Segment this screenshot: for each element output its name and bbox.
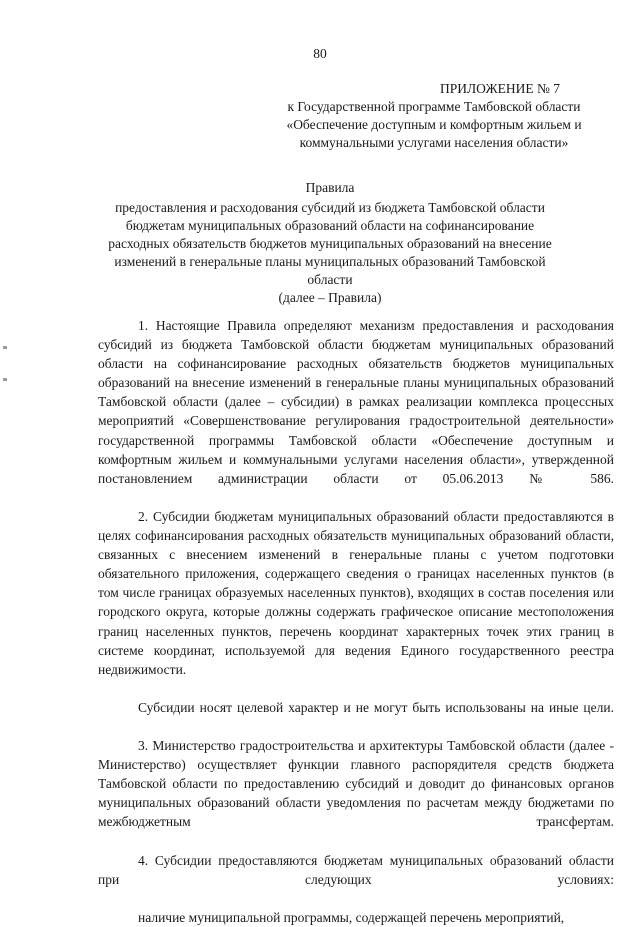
title-line: предоставления и расходования субсидий из бюджета Тамбовской области (115, 200, 545, 215)
title-line: области (307, 272, 353, 287)
document-body (98, 316, 614, 927)
document-title (100, 179, 560, 307)
paragraph-4: 4. Субсидии предоставляются бюджетам муниципальных образований области при следующих условиях: (98, 852, 614, 887)
appendix-header (254, 80, 614, 152)
paragraph-2: 2. Субсидии бюджетам муниципальных образований области предоставляются в целях софинансирования расходных обязательств муниципальных образований области, связанных с внесением изменений в генеральные планы с учетом подготовки обязательного приложения, содержащего сведения о границах населенных пунктов (в том числе границах образуемых населенных пунктов), входящих в состав поселения или городского округа, которые должны содержать графическое описание местоположения границ населенных пунктов, перечень координат характерных точек этих границ в системе координат, используемой для ведения Единого государственного реестра недвижимости. (98, 508, 614, 677)
paragraph-3: 3. Министерство градостроительства и архитектуры Тамбовской области (далее - Министерство) осуществляет функции главного распорядителя средств бюджета Тамбовской области по предоставлению субсидий и доводит до финансовых органов муниципальных образований области уведомления по расчетам между бюджетами по межбюджетным трансфертам. (98, 738, 614, 830)
appendix-line: «Обеспечение доступным и комфортным жильем и (286, 117, 582, 132)
scan-margin-mark (3, 346, 7, 349)
appendix-title: ПРИЛОЖЕНИЕ № 7 (439, 81, 560, 96)
title-line: изменений в генеральные планы муниципальных образований Тамбовской (114, 254, 546, 269)
title-line: (далее – Правила) (278, 290, 382, 305)
title-heading: Правила (305, 180, 355, 195)
appendix-line: к Государственной программе Тамбовской области (287, 99, 581, 114)
title-line: расходных обязательств бюджетов муниципальных образований на внесение (108, 236, 552, 251)
paragraph-1: 1. Настоящие Правила определяют механизм предоставления и расходования субсидий из бюджета Тамбовской области бюджетам муниципальных образований области на софинансирование расходных обязательств бюджетов муниципальных образований на внесение изменений в генеральные планы муниципальных образований Тамбовской области (далее – субсидии) в рамках реализации комплекса процессных мероприятий «Совершенствование регулирования градостроительной деятельности» государственной программы Тамбовской области «Обеспечение доступным и комфортным жильем и коммунальными услугами населения области», утвержденной постановлением администрации области от 05.06.2013 № 586. (98, 318, 614, 486)
paragraph-4-condition: наличие муниципальной программы, содержащей перечень мероприятий, (138, 909, 565, 925)
scan-margin-mark (3, 378, 7, 381)
title-line: бюджетам муниципальных образований области на софинансирование (125, 218, 535, 233)
page-number: 80 (313, 46, 327, 61)
appendix-line: коммунальными услугами населения области» (299, 135, 569, 150)
paragraph-2-note: Субсидии носят целевой характер и не могут быть использованы на иные цели. (138, 699, 614, 715)
